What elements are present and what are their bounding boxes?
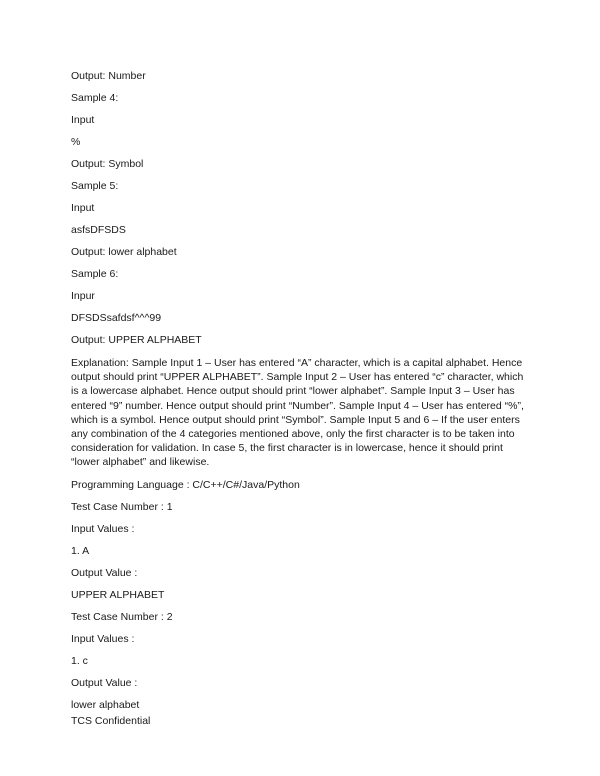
document-body <box>71 70 531 721</box>
explanation-paragraph: Explanation: Sample Input 1 – User has entered “A” character, which is a capital alphabet. Hence output should print “UPPER ALPHABET”. Sample Input 2 – User has entered “c” character, which is a lowercase alphabet. Hence output should print “lower alphabet”. Sample Input 3 – User has entered “9” number. Hence output should print “Number”. Sample Input 4 – User has entered “%”, which is a symbol. Hence output should print “Symbol”. Sample Input 5 and 6 – If the user enters any combination of the 4 categories mentioned above, only the first character is to be taken into consideration for validation. In case 5, the first character is in lowercase, hence it should print “lower alphabet” and likewise. <box>71 357 524 469</box>
text-line: 1. A <box>71 544 90 557</box>
text-line: Test Case Number : 1 <box>71 500 173 513</box>
text-line: Output: lower alphabet <box>71 246 177 258</box>
text-line: Input Values : <box>71 632 135 645</box>
text-line: lower alphabet <box>71 698 140 711</box>
text-line: Input <box>71 114 95 126</box>
text-line: Output Value : <box>71 676 138 689</box>
text-line: 1. c <box>71 654 88 667</box>
text-line: Output: UPPER ALPHABET <box>71 334 202 346</box>
text-line: asfsDFSDS <box>71 224 126 236</box>
text-line: Programming Language : C/C++/C#/Java/Python <box>71 478 300 491</box>
text-line: Sample 5: <box>71 180 119 192</box>
text-line: UPPER ALPHABET <box>71 588 165 601</box>
text-line: DFSDSsafdsf^^^99 <box>71 312 162 324</box>
text-line: Output: Symbol <box>71 158 144 170</box>
text-line: Input Values : <box>71 522 135 535</box>
footer-confidential: TCS Confidential <box>71 715 151 727</box>
text-line: % <box>71 136 81 148</box>
text-line: Inpur <box>71 290 95 302</box>
text-line: Sample 4: <box>71 92 119 104</box>
text-line: Sample 6: <box>71 268 119 280</box>
text-line: Output Value : <box>71 566 138 579</box>
text-line: Output: Number <box>71 70 146 82</box>
text-line: Test Case Number : 2 <box>71 610 173 623</box>
text-line: Input <box>71 202 95 214</box>
